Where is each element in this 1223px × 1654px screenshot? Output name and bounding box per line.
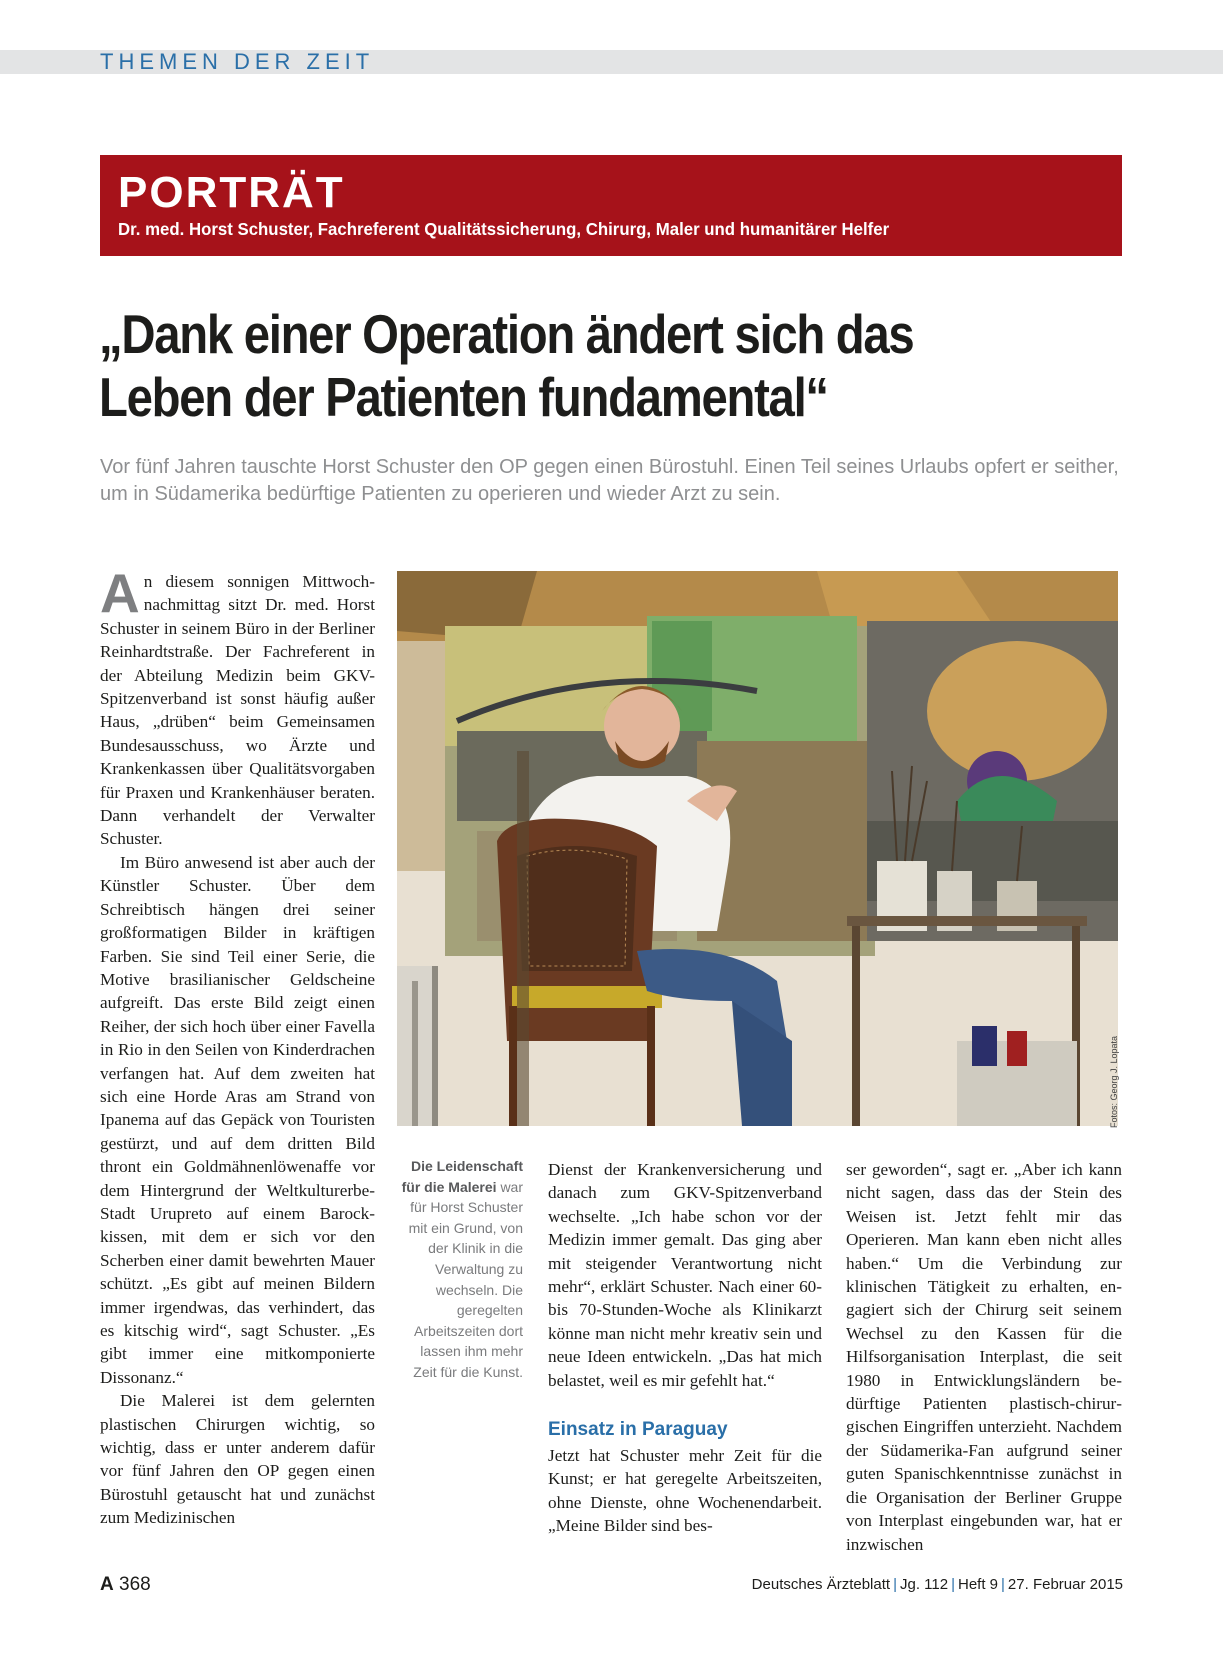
article-photo [397, 571, 1118, 1126]
issue-date: 27. Februar 2015 [1007, 1576, 1123, 1593]
portrait-banner [100, 155, 1122, 256]
photo-credit: Fotos: Georg J. Lopata [1109, 1035, 1119, 1128]
page-prefix: A [100, 1574, 114, 1595]
publication-info: Deutsches Ärzteblatt | Jg. 112 | Heft 9 | 27. Februar 2015 [751, 1576, 1123, 1593]
caption-bold: Die Leidenschaft für die Malerei [401, 1158, 523, 1195]
portrait-subtitle: Dr. med. Horst Schuster, Fachreferent Qualitätssicherung, Chirurg, Maler und humanitärer Helfer [118, 219, 890, 239]
headline [99, 303, 993, 429]
paragraph: Jetzt hat Schuster mehr Zeit für die Kunst; er hat geregelte Arbeitszeiten, ohne Dienste, ohne Wochenendarbeit. „Meine Bilder sind bes- [548, 1446, 822, 1536]
subheading: Einsatz in Paraguay [548, 1419, 728, 1441]
article-column-1 [100, 562, 375, 1530]
page-number [100, 1574, 151, 1596]
painter-studio-image [397, 571, 1118, 1126]
paragraph: Im Büro anwesend ist aber auch der Künstler Schuster. Über dem Schreibtisch hängen drei seiner großformatigen Bilder in kräftigen Farben. Sie sind Teil einer Serie, die Motive brasilianischer Geldscheine aufgreift. Das erste Bild zeigt einen Reiher, der sich hoch über einer Favella in Rio in den Seilen von Kinderdrachen verfangen hat. Auf dem zweiten hat sich eine Horde Aras am Strand von Ipanema auf das Gepäck von Touristen gestürzt, und auf dem dritten Bild thront ein Goldmähnenlöwenaffe vor dem Hintergrund der Weltkulturerbe-Stadt Urupreto auf einem Barockkissen, mit dem er sich vor den Scherben einer damit bewehrten Mauer schützt. „Es gibt auf meinen Bildern immer irgendwas, das verhindert, das es kitschig wird“, sagt Schuster. „Es gibt immer eine mitkomponierte Dissonanz.“ [100, 852, 375, 1387]
volume: Jg. 112 [899, 1576, 949, 1593]
journal-name: Deutsches Ärzteblatt [751, 1576, 891, 1593]
paragraph: Die Malerei ist dem gelernten plastischen Chirurgen wichtig, so wichtig, dass er unter anderem dafür vor fünf Jahren den OP gegen einen Bürostuhl getauscht hat und zunächst zum Medizinischen [100, 1391, 375, 1528]
lead-text: Vor fünf Jahren tauschte Horst Schuster den OP gegen einen Bürostuhl. Einen Teil seines Urlaubs opfert er seither, um in Südamerika bedürftige Patienten zu operieren und wieder Arzt zu sein. [100, 456, 1119, 505]
drop-cap: A [100, 562, 140, 624]
headline-line-2: Leben der Patienten fundamental“ [99, 366, 828, 428]
paragraph: ser geworden“, sagt er. „Aber ich kann nicht sagen, dass das der Stein des Weisen ist. Jetzt fehlt mir das Operieren. Man kann eben nicht alles haben.“ Um die Verbindung zur klinischen Tätigkeit zu erhalten, engagiert sich der Chirurg seit seinem Wechsel zu den Kassen für die Hilfsorganisation Interplast, die seit 1980 in Entwicklungsländern bedürftige Patienten plastisch-chirurgischen Eingriffen unterzieht. Nachdem der Südamerika-Fan aufgrund seiner guten Spanischkenntnisse zunächst in die Organisation der Berliner Gruppe von Interplast eingebunden war, hat er inzwischen [846, 1160, 1122, 1554]
caption-text: war für Horst Schuster mit ein Grund, von der Klinik in die Verwaltung zu wechseln. Die geregelten Arbeitszeiten dort lassen ihm mehr Zeit für die Kunst. [408, 1178, 523, 1380]
article-column-4 [846, 1158, 1122, 1556]
section-label: THEMEN DER ZEIT [100, 49, 375, 74]
issue: Heft 9 [957, 1576, 999, 1593]
page-number-value: 368 [119, 1574, 151, 1595]
headline-line-1: „Dank einer Operation ändert sich das [99, 303, 914, 365]
article-column-3 [548, 1158, 822, 1538]
photo-caption [395, 1156, 523, 1383]
paragraph-text: n diesem sonnigen Mittwochnachmittag sitzt Dr. med. Horst Schuster in seinem Büro in der Berliner Reinhardtstraße. Der Fachreferent in der Abteilung Medizin beim GKV-Spitzenverband ist sonst häufig außer Haus, „drüben“ beim Gemeinsamen Bundesausschuss, wo Ärzte und Krankenkassen über Qualitätsvorgaben für Praxen und Krankenhäuser beraten. Dann verhandelt der Verwalter Schuster. [100, 572, 375, 849]
paragraph: Dienst der Krankenversicherung und danach zum GKV-Spitzenverband wechselte. „Ich habe schon vor der Medizin immer gemalt. Das ging aber mit steigender Verantwortung nicht mehr“, erklärt Schuster. Nach einer 60- bis 70-Stunden-Woche als Klinikarzt könne man nicht mehr kreativ sein und neue Ideen entwickeln. „Das hat mich belastet, weil es mir gefehlt hat.“ [548, 1160, 822, 1390]
portrait-kicker: PORTRÄT [118, 168, 345, 217]
paragraph [100, 562, 375, 851]
